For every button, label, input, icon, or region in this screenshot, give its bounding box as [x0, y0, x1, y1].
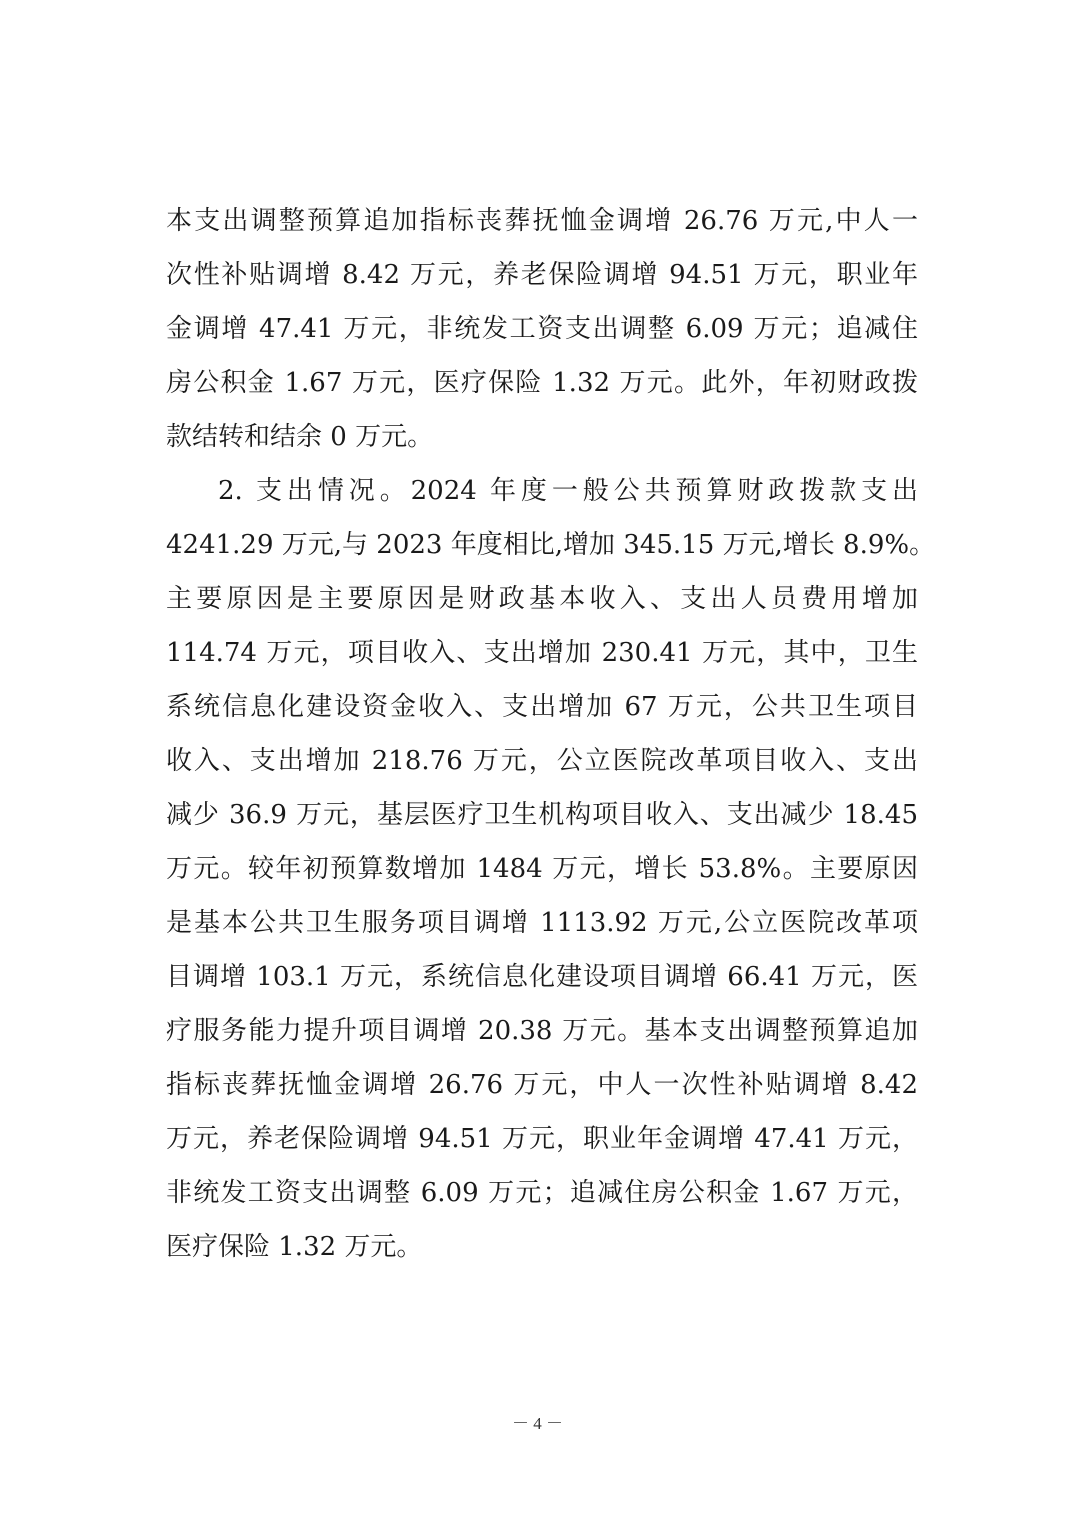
paragraph-line: 目调增 103.1 万元，系统信息化建设项目调增 66.41 万元，医: [166, 962, 918, 992]
paragraph-line: 万元。较年初预算数增加 1484 万元，增长 53.8%。主要原因: [166, 854, 918, 884]
paragraph-line: 指标丧葬抚恤金调增 26.76 万元，中人一次性补贴调增 8.42: [166, 1070, 918, 1100]
page-number: － 4 －: [512, 1414, 563, 1433]
paragraph-line: 款结转和结余 0 万元。: [166, 422, 434, 452]
paragraph-line: 万元，养老保险调增 94.51 万元，职业年金调增 47.41 万元，: [166, 1124, 918, 1154]
paragraph-line: 是基本公共卫生服务项目调增 1113.92 万元,公立医院改革项: [166, 908, 918, 938]
paragraph-line: 主要原因是主要原因是财政基本收入、支出人员费用增加: [166, 584, 918, 614]
paragraph-line: 减少 36.9 万元，基层医疗卫生机构项目收入、支出减少 18.45: [166, 800, 918, 830]
paragraph-line: 疗服务能力提升项目调增 20.38 万元。基本支出调整预算追加: [166, 1016, 918, 1046]
paragraph-line: 金调增 47.41 万元，非统发工资支出调整 6.09 万元；追减住: [166, 314, 918, 344]
paragraph-line: 非统发工资支出调整 6.09 万元；追减住房公积金 1.67 万元，: [166, 1178, 918, 1208]
paragraph-line: 收入、支出增加 218.76 万元，公立医院改革项目收入、支出: [166, 746, 918, 776]
paragraph-line: 4241.29 万元,与 2023 年度相比,增加 345.15 万元,增长 8.9%。: [166, 530, 936, 560]
paragraph-line: 次性补贴调增 8.42 万元，养老保险调增 94.51 万元，职业年: [166, 260, 918, 290]
paragraph-line: 系统信息化建设资金收入、支出增加 67 万元，公共卫生项目: [166, 692, 918, 722]
paragraph-line: 114.74 万元，项目收入、支出增加 230.41 万元，其中，卫生: [166, 638, 918, 668]
paragraph-line: 房公积金 1.67 万元，医疗保险 1.32 万元。此外，年初财政拨: [166, 368, 918, 398]
paragraph-line: 本支出调整预算追加指标丧葬抚恤金调增 26.76 万元,中人一: [166, 206, 918, 236]
paragraph-line: 2. 支出情况。2024 年度一般公共预算财政拨款支出: [218, 476, 918, 506]
paragraph-line: 医疗保险 1.32 万元。: [166, 1232, 423, 1262]
